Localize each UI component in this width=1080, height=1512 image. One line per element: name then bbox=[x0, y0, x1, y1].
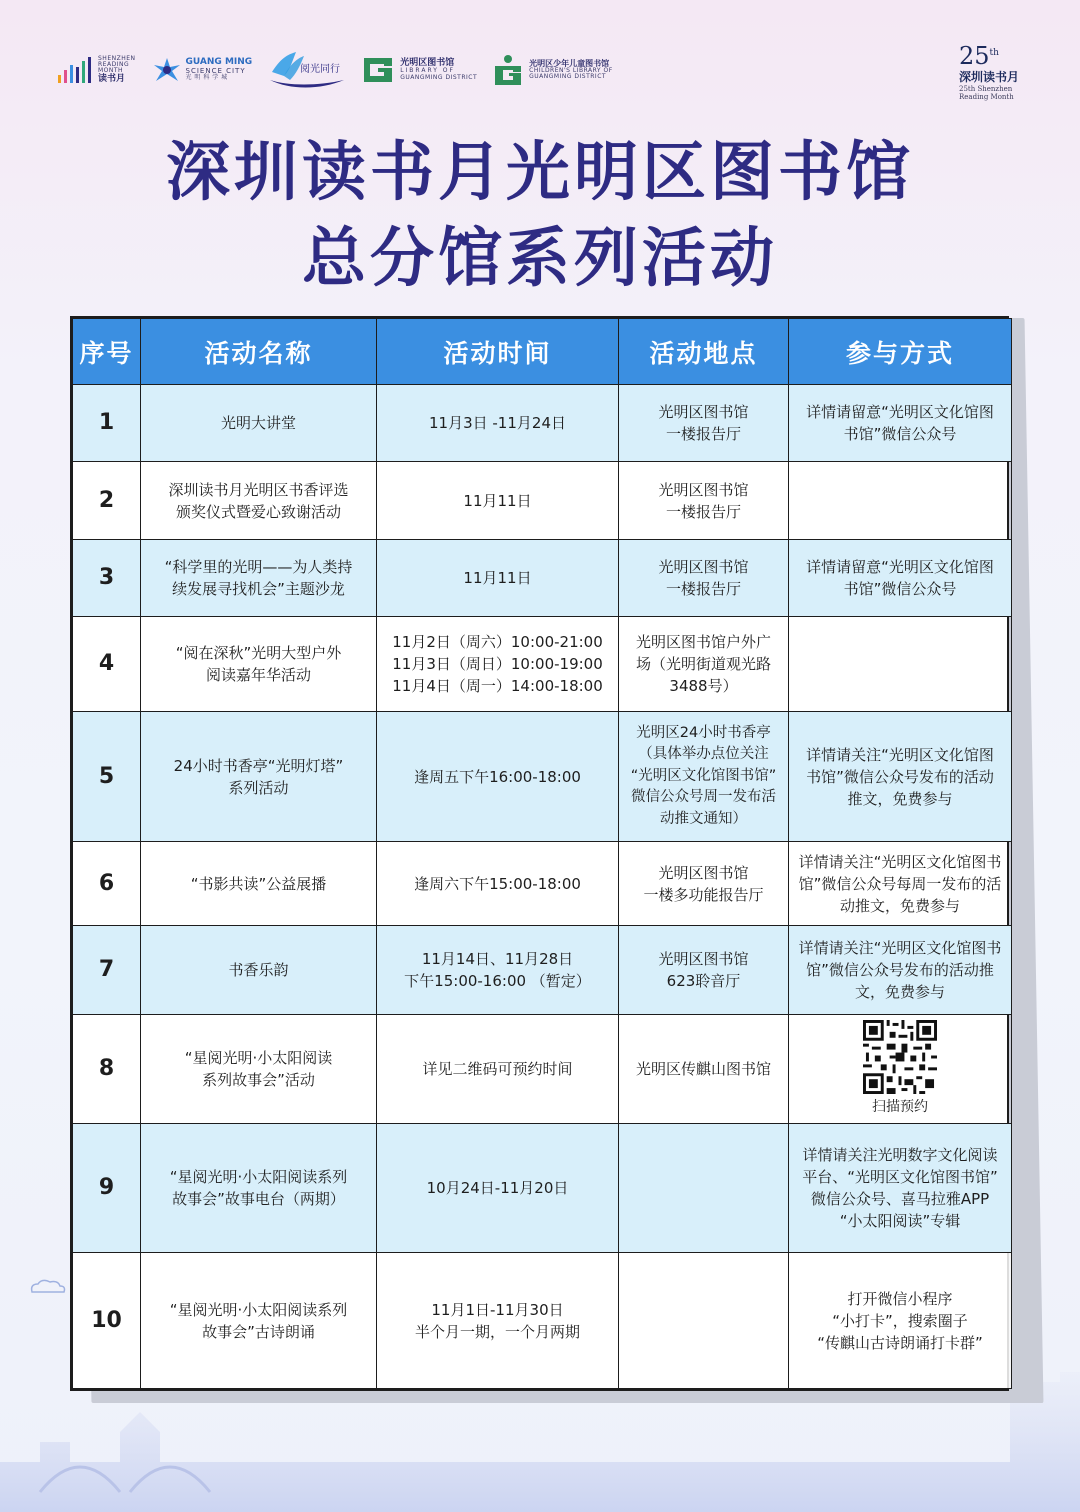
activity-name: “星阅光明·小太阳阅读系列 故事会”故事电台（两期） bbox=[141, 1124, 377, 1253]
activity-place: 光明区图书馆 一楼报告厅 bbox=[619, 385, 789, 462]
logo-text: READING bbox=[98, 61, 130, 69]
participation bbox=[789, 617, 1012, 712]
activity-time: 11月11日 bbox=[377, 462, 619, 540]
guangming-library-logo bbox=[362, 56, 477, 84]
table-row bbox=[73, 926, 1012, 1015]
row-number: 4 bbox=[73, 617, 141, 712]
row-number: 7 bbox=[73, 926, 141, 1015]
participation bbox=[789, 462, 1012, 540]
logo-text: 阅光同行 bbox=[300, 64, 341, 75]
activity-time: 11月2日（周六）10:00-21:00 11月3日（周日）10:00-19:00 11月4日（周一）14:00-18:00 bbox=[377, 617, 619, 712]
row-number: 9 bbox=[73, 1124, 141, 1253]
row-number: 2 bbox=[73, 462, 141, 540]
activity-place bbox=[619, 1253, 789, 1389]
shenzhen-reading-month-logo bbox=[58, 56, 136, 84]
participation bbox=[789, 1015, 1012, 1124]
activity-place: 光明区图书馆 一楼报告厅 bbox=[619, 540, 789, 617]
qr-label: 扫描预约 bbox=[872, 1099, 928, 1115]
bar-steps-icon bbox=[58, 57, 94, 83]
logo-bar bbox=[58, 46, 629, 94]
activity-place: 光明区24小时书香亭 （具体举办点位关注 “光明区文化馆图书馆” 微信公众号周一发布活 动推文通知） bbox=[619, 712, 789, 842]
logo-text: 光明区图书馆 bbox=[400, 57, 455, 68]
header-time: 活动时间 bbox=[377, 319, 619, 385]
table-row bbox=[73, 1253, 1012, 1389]
row-number: 8 bbox=[73, 1015, 141, 1124]
yueguang-tongxing-logo bbox=[268, 50, 346, 90]
table-row bbox=[73, 462, 1012, 540]
table-row bbox=[73, 1124, 1012, 1253]
anniversary-mark bbox=[959, 44, 1039, 101]
participation: 详情请关注“光明区文化馆图 书馆”微信公众号发布的活动 推文，免费参与 bbox=[789, 712, 1012, 842]
activity-place bbox=[619, 1124, 789, 1253]
cloud-icon bbox=[28, 1276, 68, 1296]
activity-name: 24小时书香亭“光明灯塔” 系列活动 bbox=[141, 712, 377, 842]
participation: 打开微信小程序 “小打卡”，搜索圈子 “传麒山古诗朗诵打卡群” bbox=[789, 1253, 1012, 1389]
activity-time: 逢周六下午15:00-18:00 bbox=[377, 842, 619, 926]
participation: 详情请留意“光明区文化馆图 书馆”微信公众号 bbox=[789, 385, 1012, 462]
activity-time: 11月11日 bbox=[377, 540, 619, 617]
guangming-science-city-logo bbox=[152, 56, 253, 84]
childrens-library-logo bbox=[493, 54, 613, 86]
activity-time: 详见二维码可预约时间 bbox=[377, 1015, 619, 1124]
participation: 详情请关注光明数字文化阅读 平台、“光明区文化馆图书馆” 微信公众号、喜马拉雅APP “小太阳阅读”专辑 bbox=[789, 1124, 1012, 1253]
row-number: 5 bbox=[73, 712, 141, 842]
row-number: 1 bbox=[73, 385, 141, 462]
table-row bbox=[73, 1015, 1012, 1124]
logo-text: MONTH bbox=[98, 67, 124, 75]
anniversary-title: 深圳读书月 bbox=[959, 70, 1020, 84]
activity-name: “阅在深秋”光明大型户外 阅读嘉年华活动 bbox=[141, 617, 377, 712]
activity-name: “科学里的光明——为人类持 续发展寻找机会”主题沙龙 bbox=[141, 540, 377, 617]
header-name: 活动名称 bbox=[141, 319, 377, 385]
participation: 详情请关注“光明区文化馆图书 馆”微信公众号发布的活动推 文，免费参与 bbox=[789, 926, 1012, 1015]
activity-place: 光明区图书馆 一楼报告厅 bbox=[619, 462, 789, 540]
logo-text: GUANGMING DISTRICT bbox=[529, 73, 607, 81]
anniversary-number: 25th bbox=[959, 42, 999, 70]
table-row bbox=[73, 385, 1012, 462]
table-row bbox=[73, 842, 1012, 926]
activity-place: 光明区传麒山图书馆 bbox=[619, 1015, 789, 1124]
anniversary-en: 25th Shenzhen Reading Month bbox=[959, 85, 1014, 102]
activity-time: 11月3日 -11月24日 bbox=[377, 385, 619, 462]
title-line-2: 总分馆系列活动 bbox=[302, 222, 778, 296]
table-row bbox=[73, 617, 1012, 712]
row-number: 6 bbox=[73, 842, 141, 926]
title-line-1: 深圳读书月光明区图书馆 bbox=[166, 136, 914, 210]
participation: 详情请留意“光明区文化馆图 书馆”微信公众号 bbox=[789, 540, 1012, 617]
children-figure-icon bbox=[493, 54, 523, 86]
header-number: 序号 bbox=[73, 319, 141, 385]
starburst-icon bbox=[152, 56, 182, 84]
table-row bbox=[73, 540, 1012, 617]
activity-place: 光明区图书馆 623聆音厅 bbox=[619, 926, 789, 1015]
logo-text: GUANG MING bbox=[185, 57, 253, 68]
logo-text: LIBRARY OF bbox=[400, 67, 455, 75]
activity-place: 光明区图书馆户外广 场（光明街道观光路 3488号） bbox=[619, 617, 789, 712]
logo-text: SCIENCE CITY bbox=[185, 66, 246, 75]
activity-time: 逢周五下午16:00-18:00 bbox=[377, 712, 619, 842]
logo-text: SHENZHEN bbox=[98, 54, 136, 62]
table-row bbox=[73, 712, 1012, 842]
activity-name: “星阅光明·小太阳阅读 系列故事会”活动 bbox=[141, 1015, 377, 1124]
logo-text: 光明区少年儿童图书馆 bbox=[529, 58, 610, 68]
row-number: 3 bbox=[73, 540, 141, 617]
activity-time: 11月1日-11月30日 半个月一期，一个月两期 bbox=[377, 1253, 619, 1389]
activity-time: 10月24日-11月20日 bbox=[377, 1124, 619, 1253]
logo-text: GUANGMING DISTRICT bbox=[400, 73, 478, 81]
lotus-icon bbox=[268, 50, 346, 90]
activity-name: “书影共读”公益展播 bbox=[141, 842, 377, 926]
logo-text: 读书月 bbox=[98, 73, 126, 84]
activity-name: “星阅光明·小太阳阅读系列 故事会”古诗朗诵 bbox=[141, 1253, 377, 1389]
activity-time: 11月14日、11月28日 下午15:00-16:00 （暂定） bbox=[377, 926, 619, 1015]
activity-place: 光明区图书馆 一楼多功能报告厅 bbox=[619, 842, 789, 926]
logo-text: 光 明 科 学 城 bbox=[185, 74, 228, 82]
participation: 详情请关注“光明区文化馆图书 馆”微信公众号每周一发布的活 动推文，免费参与 bbox=[789, 842, 1012, 926]
header-place: 活动地点 bbox=[619, 319, 789, 385]
activity-name: 书香乐韵 bbox=[141, 926, 377, 1015]
activities-table bbox=[70, 316, 1009, 1391]
logo-text: CHILDREN'S LIBRARY OF bbox=[529, 66, 613, 74]
table-header-row bbox=[73, 319, 1012, 385]
activity-name: 深圳读书月光明区书香评选 颁奖仪式暨爱心致谢活动 bbox=[141, 462, 377, 540]
row-number: 10 bbox=[73, 1253, 141, 1389]
qr-code-icon[interactable] bbox=[863, 1020, 937, 1094]
page-title bbox=[0, 130, 1080, 302]
activity-name: 光明大讲堂 bbox=[141, 385, 377, 462]
library-g-icon bbox=[362, 56, 394, 84]
header-join: 参与方式 bbox=[789, 319, 1012, 385]
